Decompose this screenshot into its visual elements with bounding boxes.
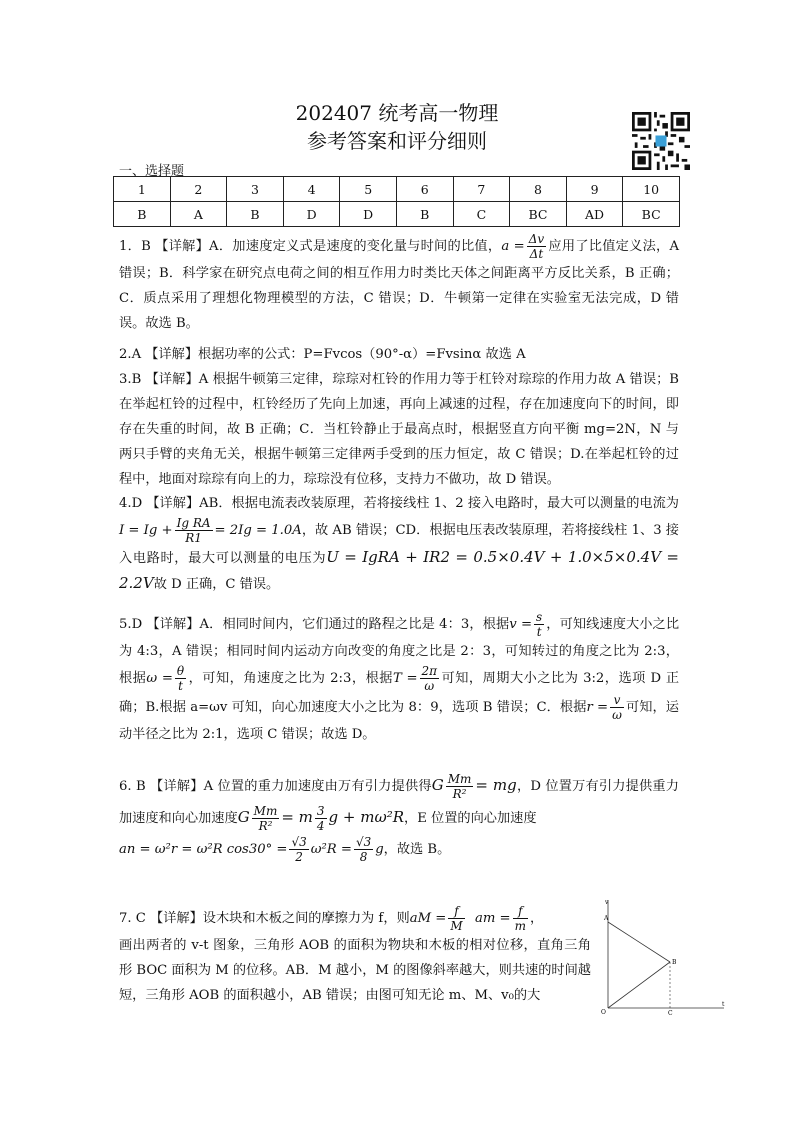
q6-eq2-rhs: g + mω²R bbox=[328, 808, 405, 826]
q6-eq3-lhs: an = ω²r = ω²R cos30° = bbox=[119, 842, 288, 857]
table-row-numbers bbox=[114, 177, 680, 202]
q4-eq1-lhs: I = Ig + bbox=[119, 523, 173, 538]
line-OB bbox=[608, 962, 670, 1008]
line-AB bbox=[608, 922, 670, 962]
q5-w-lhs: ω = bbox=[146, 671, 173, 686]
table-row-answers bbox=[114, 202, 680, 227]
graph-label-y: v bbox=[605, 899, 609, 906]
q7-text-b: 画出两者的 v-t 图象，三角形 AOB 的面积为物块和木板的相对位移，直角三角形 BOC 面积为 M 的位移。AB．M 越小，M 的图像斜率越大，则共速的时间越短，三角形 AOB 的面积越小，AB 错误；由图可知无论 m、M、v₀的大 bbox=[119, 938, 591, 1003]
q6-eq3-fraction-1: $\frac{√3}{2}$ bbox=[291, 835, 307, 864]
q1-fraction: $\frac{\Delta v}{\Delta t}$ bbox=[528, 232, 545, 261]
title-line-2: 参考答案和评分细则 bbox=[307, 129, 487, 153]
table-cell-number: 6 bbox=[396, 177, 453, 202]
q4-eq1-rhs: = 2Ig = 1.0A bbox=[214, 523, 302, 538]
q6-eq2-fraction-2: $\frac{3}{4}$ bbox=[316, 804, 325, 833]
q5-T-lhs: T = bbox=[392, 671, 418, 686]
q7-text-a: 7. C 【详解】设木块和木板之间的摩擦力为 f，则 bbox=[119, 911, 410, 926]
q1-text-a: 1．B 【详解】A．加速度定义式是速度的变化量与时间的比值， bbox=[119, 239, 502, 254]
table-cell-answer: BC bbox=[623, 202, 680, 227]
q1-text-b: 应用了比值定义法，A错误；B．科学家在研究点电荷之间的相互作用力时类比天体之间距离平方反比关系，B 正确；C．质点采用了理想化物理模型的方法，C 错误；D．牛顿第一定律在实验室无法完成，D 错误。故选 B。 bbox=[119, 239, 680, 331]
q5-r-fraction: $\frac{v}{\omega}$ bbox=[612, 693, 622, 722]
question-1 bbox=[119, 232, 679, 336]
q6-eq1-G: G bbox=[431, 776, 444, 794]
q5-text-e: 可知，运动半径之比为 2:1，选项 C 错误；故选 D。 bbox=[119, 700, 679, 742]
table-cell-number: 1 bbox=[114, 177, 171, 202]
q5-v-lhs: v = bbox=[509, 617, 533, 632]
q6-eq2-fraction: $\frac{Mm}{\text{R²}}$ bbox=[253, 804, 278, 833]
table-cell-number: 4 bbox=[283, 177, 340, 202]
title-line-1: 202407 统考高一物理 bbox=[295, 101, 499, 125]
q7-aM-fraction: $\frac{f}{M}$ bbox=[450, 904, 463, 933]
q4-text-b: ，故 AB 错误；CD．根据电压表改装原理，若将接线柱 1、3 接入电路时，最大可以测量的电压为 bbox=[119, 523, 679, 566]
q6-eq2-mid: = m bbox=[281, 808, 313, 826]
table-cell-answer: B bbox=[227, 202, 284, 227]
section-heading-choice: 一、选择题 bbox=[119, 164, 185, 179]
q5-text-c: ，可知，角速度之比为 2:3，根据 bbox=[188, 671, 393, 686]
table-cell-answer: C bbox=[453, 202, 510, 227]
q6-eq3-end: g bbox=[375, 842, 384, 857]
question-6 bbox=[119, 770, 679, 865]
question-4 bbox=[119, 491, 679, 597]
q6-eq3-mid: ω²R = bbox=[310, 842, 352, 857]
q5-r-lhs: r = bbox=[586, 700, 609, 715]
q5-v-fraction: $\frac{s}{t}$ bbox=[536, 610, 543, 639]
table-cell-number: 9 bbox=[566, 177, 623, 202]
vt-graph bbox=[596, 896, 728, 1016]
question-3 bbox=[119, 367, 679, 492]
table-cell-answer: B bbox=[396, 202, 453, 227]
graph-label-x: t bbox=[722, 1001, 725, 1008]
q4-text-a: 4.D 【详解】AB．根据电流表改装原理，若将接线柱 1、2 接入电路时，最大可以测量的电流为 bbox=[119, 496, 679, 511]
graph-label-O: O bbox=[601, 1009, 606, 1016]
graph-label-C: C bbox=[668, 1010, 673, 1016]
question-5 bbox=[119, 610, 679, 747]
q4-eq2: U = IgRA + IR2 = 0.5×0.4V + 1.0×5×0.4V = 2.2V bbox=[119, 548, 680, 592]
table-cell-number: 3 bbox=[227, 177, 284, 202]
q5-text-a: 5.D 【详解】A．相同时间内，它们通过的路程之比是 4：3，根据 bbox=[119, 617, 510, 632]
table-cell-answer: B bbox=[114, 202, 171, 227]
q5-text-d: 可知，周期大小之比为 3:2，选项 D 正确；B.根据 a=ωv 可知，向心加速度大小之比为 8：9，选项 B 错误；C．根据 bbox=[119, 671, 680, 715]
q4-eq1-fraction: $\frac{\text{Ig RA}}{R1}$ bbox=[176, 516, 211, 545]
question-7: 7. C 【详解】设木块和木板之间的摩擦力为 f，则aM = $\frac{f}{M}$ am = $\frac{f}{m}$ ， 画出两者的 v-t 图象，三角形 AOB 的面积为物块和木板的相对位移，直角三角形 BOC 面积为 M 的位移。AB．M 越小，M 的图像斜率越大，则共速的时间越短，三角形 AOB 的面积越小，AB 错误；由图可知无论 m、M、v₀的大 bbox=[119, 904, 591, 1003]
q4-text-c: 故 D 正确，C 错误。 bbox=[153, 577, 280, 592]
q6-text-b: ，D 位置万有引力提供重力加速度和向心加速度 bbox=[119, 779, 679, 826]
q2-text: 2.A 【详解】根据功率的公式：P=Fvcos（90°-α）=Fvsinα 故选 A bbox=[119, 347, 526, 362]
qr-code-icon[interactable] bbox=[632, 112, 690, 170]
q6-text-c: ，E 位置的向心加速度 bbox=[404, 811, 537, 826]
table-cell-answer: BC bbox=[510, 202, 567, 227]
table-cell-answer: A bbox=[170, 202, 227, 227]
table-cell-answer: AD bbox=[566, 202, 623, 227]
graph-label-B: B bbox=[672, 959, 677, 966]
table-cell-number: 5 bbox=[340, 177, 397, 202]
q6-eq1-fraction: $\frac{Mm}{\text{R²}}$ bbox=[447, 772, 472, 801]
q5-text-b: ，可知线速度大小之比为 4:3，A 错误；相同时间内运动方向改变的角度之比是 2：3，可知转过的角度之比为 2:3，根据 bbox=[119, 617, 679, 686]
q6-eq3-fraction-2: $\frac{√3}{8}$ bbox=[355, 835, 372, 864]
table-cell-number: 2 bbox=[170, 177, 227, 202]
q5-w-fraction: $\frac{\theta}{t}$ bbox=[176, 664, 185, 693]
question-2 bbox=[119, 342, 679, 367]
graph-label-A: A bbox=[604, 915, 609, 922]
table-cell-number: 7 bbox=[453, 177, 510, 202]
q6-text-a: 6. B 【详解】A 位置的重力加速度由万有引力提供得 bbox=[119, 779, 432, 794]
q7-am-lhs: am = bbox=[475, 911, 511, 926]
answer-table bbox=[113, 176, 680, 227]
q6-eq1-rhs: = mg bbox=[475, 776, 517, 794]
q3-text: 3.B 【详解】A 根据牛顿第三定律，琮琮对杠铃的作用力等于杠铃对琮琮的作用力故 A 错误；B 在举起杠铃的过程中，杠铃经历了先向上加速，再向上减速的过程，存在加速度向下的时间，即存在失重的时间，故 B 正确；C．当杠铃静止于最高点时，根据竖直方向平衡 mg=2N，N 与两只手臂的夹角无关，根据牛顿第三定律两手受到的压力恒定，故 C 错误；D.在举起杠铃的过程中，地面对琮琮有向上的力，琮琮没有位移，支持力不做功，故 D 错误。 bbox=[119, 372, 679, 487]
table-cell-number: 8 bbox=[510, 177, 567, 202]
q6-text-d: ，故选 B。 bbox=[383, 842, 451, 857]
table-cell-answer: D bbox=[340, 202, 397, 227]
q1-eq-lhs: a = bbox=[501, 239, 525, 254]
q7-aM-lhs: aM = bbox=[409, 911, 447, 926]
table-cell-number: 10 bbox=[623, 177, 680, 202]
table-cell-answer: D bbox=[283, 202, 340, 227]
q6-eq2-G: G bbox=[237, 808, 250, 826]
q7-am-fraction: $\frac{f}{m}$ bbox=[514, 904, 526, 933]
q5-T-fraction: $\frac{2\pi}{\omega}$ bbox=[421, 664, 438, 693]
